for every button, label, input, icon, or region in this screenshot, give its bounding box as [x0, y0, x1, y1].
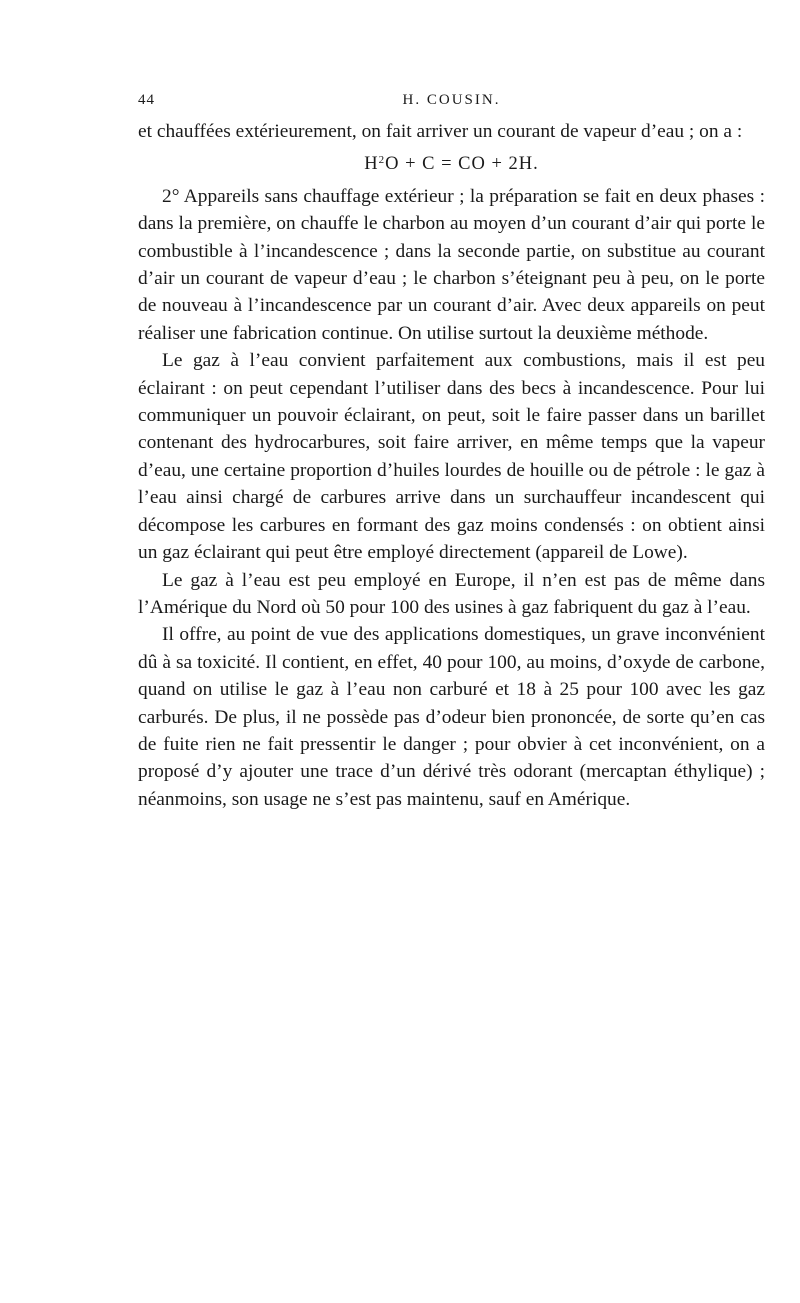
- formula-h: H: [364, 154, 379, 175]
- paragraph-appareils-sans-chauffage: 2° Appareils sans chauffage extérieur ; la préparation se fait en deux phases : dans la première, on chauffe le charbon au moyen d’un courant d’air qui porte le combustible à l’incandescence ; dans la seconde partie, on substitue au courant d’air un courant de vapeur d’eau ; le charbon s’éteignant peu à peu, on le porte de nouveau à l’incandescence par un courant d’air. Avec deux appareils on peut réaliser une fabrication continue. On utilise surtout la deuxième méthode.: [138, 185, 765, 344]
- formula-subscript-2: 2: [378, 154, 386, 167]
- paragraph-toxicite: Il offre, au point de vue des applications domestiques, un grave inconvénient dû à sa toxicité. Il contient, en effet, 40 pour 100, au moins, d’oxyde de carbone, quand on utilise le gaz à l’eau non carburé et 18 à 25 pour 100 avec les gaz carburés. De plus, il ne possède pas d’odeur bien prononcée, de sorte qu’en cas de fuite rien ne fait pressentir le danger ; pour obvier à cet inconvénient, on a proposé d’y ajouter une trace d’un dérivé très odorant (mercaptan éthylique) ; néanmoins, son usage ne s’est pas maintenu, sauf en Amérique.: [138, 624, 765, 810]
- running-head: [138, 92, 765, 118]
- book-page: [138, 92, 765, 813]
- formula-rest: O + C = CO + 2H.: [385, 154, 539, 175]
- body-text: [138, 118, 765, 813]
- page-number: 44: [138, 92, 155, 108]
- paragraph-gaz-eau-europe: Le gaz à l’eau est peu employé en Europe, il n’en est pas de même dans l’Amérique du Nord où 50 pour 100 des usines à gaz fabriquent du gaz à l’eau.: [138, 569, 765, 618]
- paragraph-continuation: et chauffées extérieurement, on fait arriver un courant de vapeur d’eau ; on a :: [138, 121, 743, 142]
- paragraph-gaz-eau-eclairant: Le gaz à l’eau convient parfaitement aux combustions, mais il est peu éclairant : on peut cependant l’utiliser dans des becs à incandescence. Pour lui communiquer un pouvoir éclairant, on peut, soit le faire passer dans un barillet contenant des hydrocarbures, soit faire arriver, en même temps que la vapeur d’eau, une certaine proportion d’huiles lourdes de houille ou de pétrole : le gaz à l’eau ainsi chargé de carbures arrive dans un surchauffeur incandescent qui décompose les carbures en formant des gaz moins condensés : on obtient ainsi un gaz éclairant qui peut être employé directement (appareil de Lowe).: [138, 350, 765, 564]
- running-title: H. COUSIN.: [402, 92, 501, 108]
- chemical-equation: [138, 151, 765, 178]
